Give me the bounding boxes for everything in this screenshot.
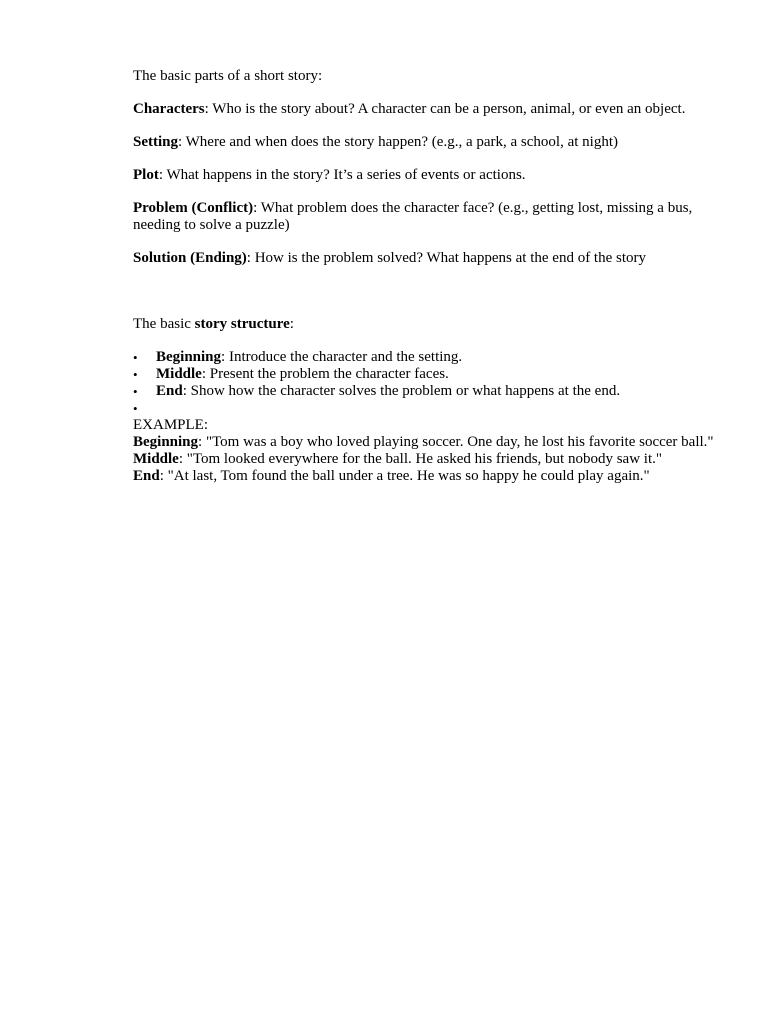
example-text: : "Tom looked everywhere for the ball. He asked his friends, but nobody saw it." (178, 451, 663, 467)
list-item (133, 383, 723, 400)
part-text: : What problem does the character face? (e.g., getting lost, missing a bus, needing to solve a puzzle) (133, 200, 693, 233)
structure-heading (133, 316, 723, 333)
item-text: : Introduce the character and the setting. (221, 349, 463, 365)
item-term: End (156, 383, 183, 399)
structure-suffix: : (289, 316, 294, 332)
part-term: Characters (133, 101, 205, 117)
example-text: : "Tom was a boy who loved playing soccer. One day, he lost his favorite soccer ball." (198, 434, 714, 450)
part-setting (133, 134, 723, 151)
example-term: Middle (133, 451, 179, 467)
part-plot (133, 167, 723, 184)
intro-heading: The basic parts of a short story: (133, 68, 323, 84)
item-text: : Present the problem the character faces. (201, 366, 449, 382)
spacer (133, 267, 723, 300)
part-problem (133, 200, 723, 234)
part-term: Solution (Ending) (133, 250, 247, 266)
structure-list (133, 349, 723, 417)
part-characters (133, 101, 723, 118)
list-item (133, 400, 723, 417)
document-page (133, 68, 723, 485)
part-solution (133, 250, 723, 267)
list-item (133, 349, 723, 366)
item-term: Beginning (156, 349, 222, 365)
structure-bold: story structure (194, 316, 290, 332)
part-term: Setting (133, 134, 178, 150)
example-term: Beginning (133, 434, 199, 450)
part-text: : How is the problem solved? What happens at the end of the story (246, 250, 647, 266)
bullet-icon: • (133, 350, 138, 365)
structure-prefix: The basic (133, 316, 195, 332)
item-term: Middle (156, 366, 202, 382)
example-text: : "At last, Tom found the ball under a tree. He was so happy he could play again." (159, 468, 650, 484)
example-term: End (133, 468, 160, 484)
example-line-end (133, 468, 723, 485)
bullet-icon: • (133, 401, 138, 416)
list-item (133, 366, 723, 383)
part-text: : Where and when does the story happen? (e.g., a park, a school, at night) (178, 134, 618, 150)
part-term: Problem (Conflict) (133, 200, 254, 216)
item-text: : Show how the character solves the problem or what happens at the end. (182, 383, 621, 399)
example-label: EXAMPLE: (133, 417, 208, 433)
bullet-icon: • (133, 367, 138, 382)
example-line-beginning (133, 434, 723, 451)
part-text: : What happens in the story? It’s a series of events or actions. (158, 167, 526, 183)
bullet-icon: • (133, 384, 138, 399)
part-term: Plot (133, 167, 159, 183)
part-text: : Who is the story about? A character can be a person, animal, or even an object. (204, 101, 686, 117)
example-line-middle (133, 451, 723, 468)
example-block (133, 417, 723, 485)
